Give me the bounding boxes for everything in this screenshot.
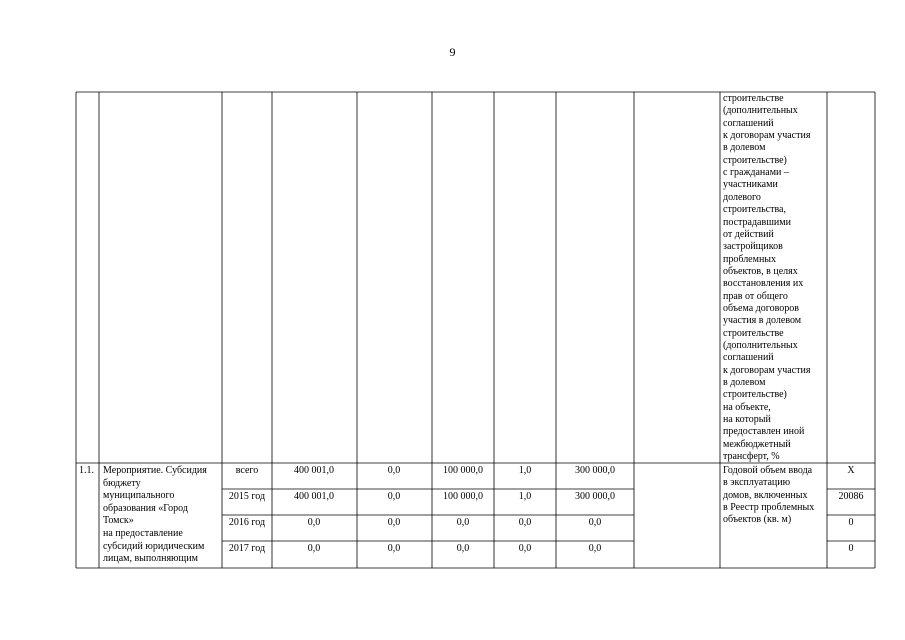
cell-c3: 0,0 <box>518 517 532 528</box>
cell-c4: 0,0 <box>588 543 602 554</box>
description-line: муниципального <box>103 490 175 502</box>
continuation-line: строительства, <box>723 204 786 216</box>
continuation-line: соглашений <box>723 352 774 364</box>
description-line: бюджету <box>103 477 141 489</box>
cell-total: 400 001,0 <box>294 465 334 476</box>
continuation-line: строительстве) <box>723 389 787 401</box>
continuation-line: строительстве) <box>723 154 787 166</box>
cell-c1: 0,0 <box>387 517 401 528</box>
cell-c4: 300 000,0 <box>575 465 615 476</box>
continuation-line: застройщиков <box>723 241 783 253</box>
continuation-line: проблемных <box>723 253 777 265</box>
continuation-line: (дополнительных <box>723 105 798 117</box>
cell-total: 400 001,0 <box>294 491 334 502</box>
continuation-line: соглашений <box>723 117 774 129</box>
continuation-line: прав от общего <box>723 290 788 302</box>
continuation-line: на объекте, <box>723 401 771 413</box>
cell-c3: 1,0 <box>518 491 532 502</box>
description-line: Томск» <box>103 515 134 527</box>
continuation-line: долевого <box>723 191 761 203</box>
cell-total: 0,0 <box>307 517 321 528</box>
continuation-line: строительстве <box>723 327 784 339</box>
indicator-line: в Реестр проблемных <box>723 501 815 513</box>
continuation-line: с гражданами – <box>723 167 789 179</box>
description-line: субсидий юридическим <box>103 540 205 552</box>
continuation-line: предоставлен иной <box>723 426 805 438</box>
continuation-line: от действий <box>723 228 774 240</box>
cell-value: 0 <box>848 517 854 528</box>
cell-c4: 0,0 <box>588 517 602 528</box>
continuation-line: трансферт, % <box>723 451 780 463</box>
cell-c2: 100 000,0 <box>443 491 483 502</box>
continuation-line: к договорам участия <box>723 364 811 376</box>
cell-c1: 0,0 <box>387 491 401 502</box>
cell-c1: 0,0 <box>387 543 401 554</box>
item-number: 1.1. <box>79 465 94 476</box>
cell-c2: 100 000,0 <box>443 465 483 476</box>
continuation-line: на который <box>723 414 771 426</box>
cell-c3: 0,0 <box>518 543 532 554</box>
continuation-line: участниками <box>723 179 778 191</box>
cell-c3: 1,0 <box>518 465 532 476</box>
continuation-line: объектов, в целях <box>723 265 798 277</box>
description-line: лицам, выполняющим <box>103 553 198 565</box>
description-line: образования «Город <box>103 502 188 514</box>
cell-c2: 0,0 <box>456 517 470 528</box>
indicator-line: домов, включенных <box>723 489 808 501</box>
continuation-line: (дополнительных <box>723 340 798 351</box>
continuation-line: в долевом <box>723 142 766 154</box>
cell-value: Х <box>847 465 855 476</box>
cell-value: 20086 <box>838 491 864 502</box>
indicator-line: в эксплуатацию <box>723 477 791 489</box>
continuation-line: участия в долевом <box>723 315 802 327</box>
continuation-line: в долевом <box>723 377 766 389</box>
continuation-line: межбюджетный <box>723 438 791 450</box>
page-number: 9 <box>449 45 456 59</box>
continuation-line: пострадавшими <box>723 216 791 228</box>
indicator-line: Годовой объем ввода <box>723 465 813 476</box>
cell-c1: 0,0 <box>387 465 401 476</box>
cell-c2: 0,0 <box>456 543 470 554</box>
description-line: на предоставление <box>103 528 183 539</box>
description-line: Мероприятие. Субсидия <box>103 465 207 476</box>
cell-c4: 300 000,0 <box>575 491 615 502</box>
indicator-line: объектов (кв. м) <box>723 514 792 526</box>
cell-value: 0 <box>848 543 854 554</box>
cell-period: 2017 год <box>228 543 266 554</box>
continuation-line: объема договоров <box>723 302 799 314</box>
continuation-line: строительстве <box>723 93 784 104</box>
cell-period: 2016 год <box>228 517 266 528</box>
continuation-line: восстановления их <box>723 278 804 290</box>
cell-total: 0,0 <box>307 543 321 554</box>
cell-period: всего <box>235 465 259 476</box>
continuation-line: к договорам участия <box>723 130 811 142</box>
cell-period: 2015 год <box>228 491 266 502</box>
